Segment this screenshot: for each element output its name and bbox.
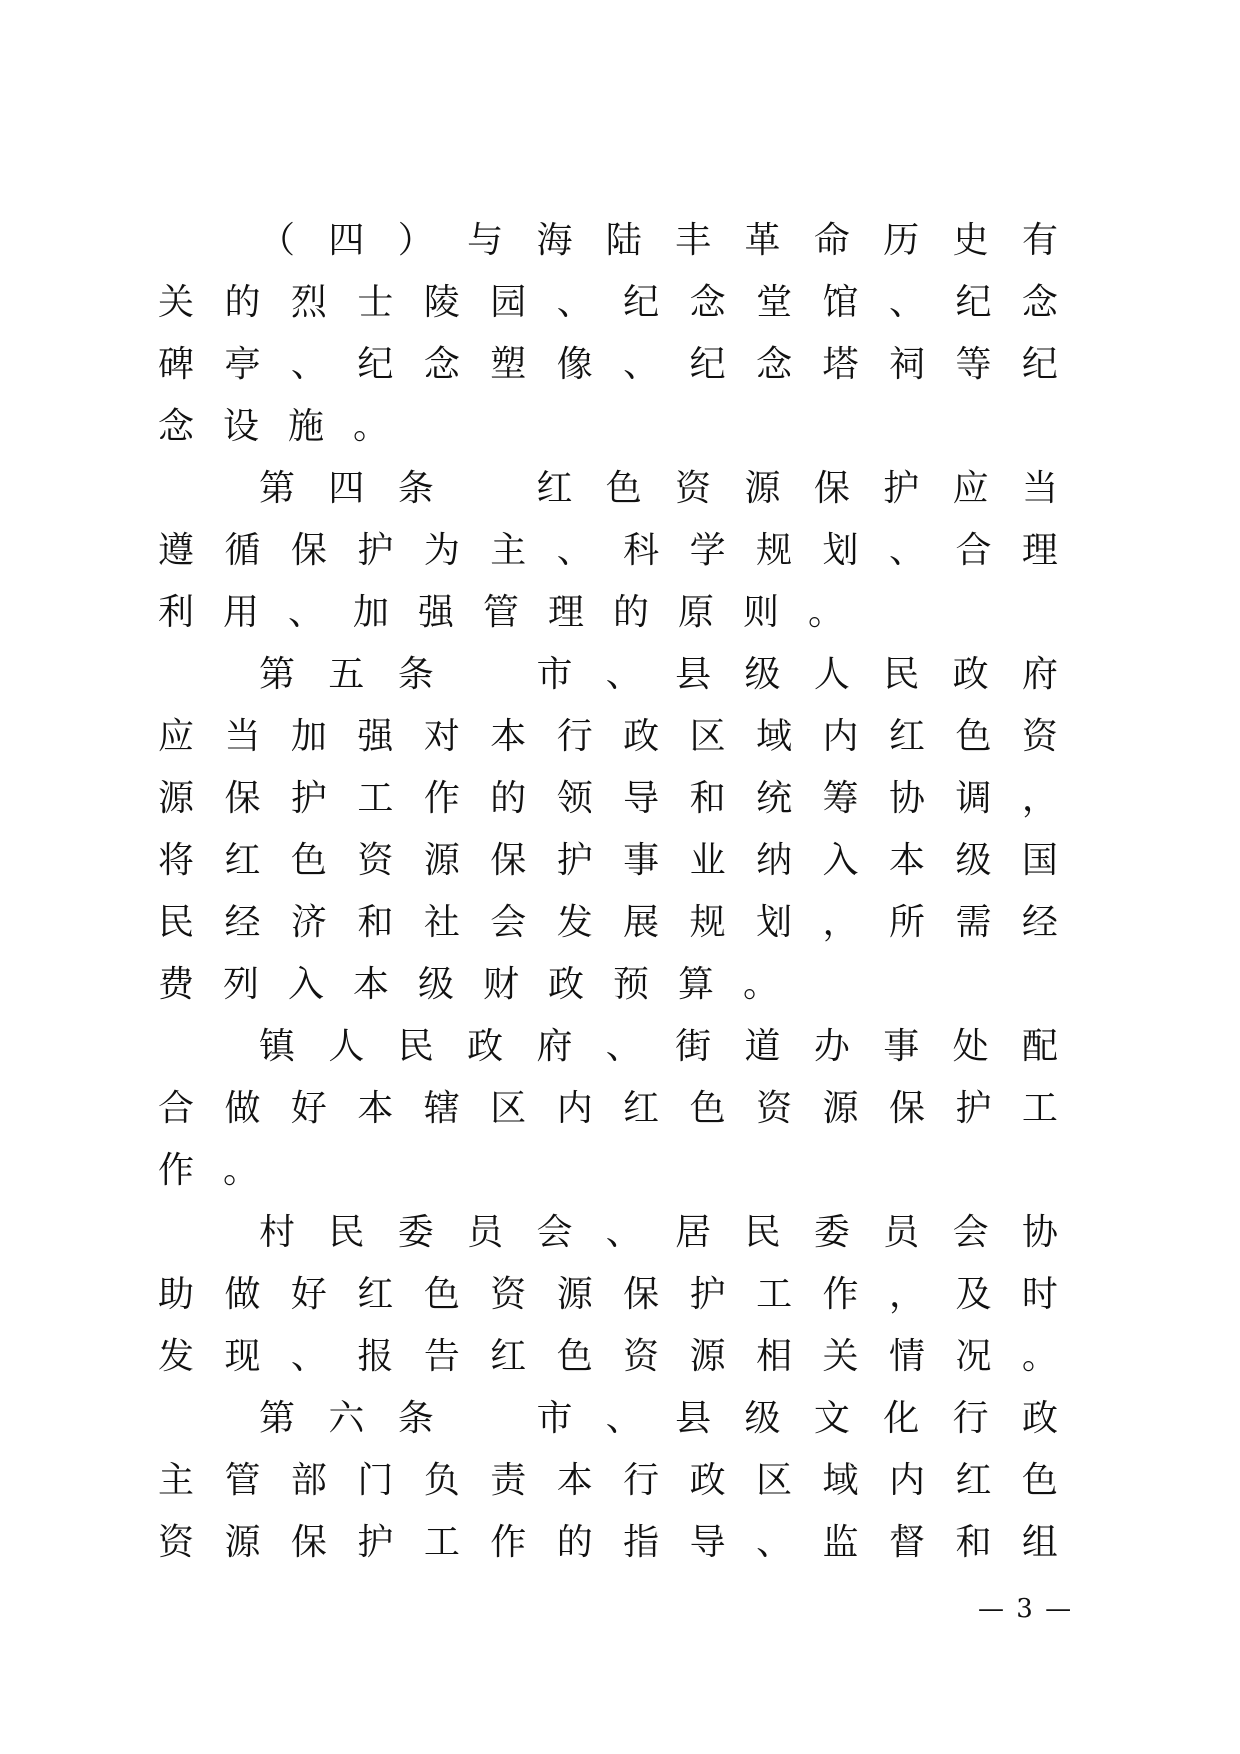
text-line: 应 当 加 强 对 本 行 政 区 域 内 红 色 资 <box>158 716 1058 757</box>
text-line: 源 保 护 工 作 的 领 导 和 统 筹 协 调 ， <box>158 778 1058 819</box>
text-line: 镇 人 民 政 府 、 街 道 办 事 处 配 <box>259 1026 1058 1067</box>
text-line: 作 。 <box>158 1150 260 1191</box>
text-line: 费 列 入 本 级 财 政 预 算 。 <box>158 964 780 1005</box>
text-line: 念 设 施 。 <box>158 406 390 447</box>
text-line: （ 四 ） 与 海 陆 丰 革 命 历 史 有 <box>259 220 1058 261</box>
text-line: 发 现 、 报 告 红 色 资 源 相 关 情 况 。 <box>158 1336 1058 1377</box>
text-line: 第 六 条 市 、 县 级 文 化 行 政 <box>259 1398 1058 1439</box>
text-line: 关 的 烈 士 陵 园 、 纪 念 堂 馆 、 纪 念 <box>158 282 1058 323</box>
page-number: — 3 — <box>978 1594 1074 1624</box>
text-line: 将 红 色 资 源 保 护 事 业 纳 入 本 级 国 <box>158 840 1058 881</box>
text-line: 第 四 条 红 色 资 源 保 护 应 当 <box>259 468 1058 509</box>
text-line: 主 管 部 门 负 责 本 行 政 区 域 内 红 色 <box>158 1460 1058 1501</box>
text-line: 遵 循 保 护 为 主 、 科 学 规 划 、 合 理 <box>158 530 1058 571</box>
text-line: 合 做 好 本 辖 区 内 红 色 资 源 保 护 工 <box>158 1088 1058 1129</box>
text-line: 资 源 保 护 工 作 的 指 导 、 监 督 和 组 <box>158 1522 1058 1563</box>
text-line: 民 经 济 和 社 会 发 展 规 划 ， 所 需 经 <box>158 902 1058 943</box>
body-text <box>158 210 1058 1574</box>
text-line: 碑 亭 、 纪 念 塑 像 、 纪 念 塔 祠 等 纪 <box>158 344 1058 385</box>
text-line: 村 民 委 员 会 、 居 民 委 员 会 协 <box>259 1212 1058 1253</box>
text-line: 利 用 、 加 强 管 理 的 原 则 。 <box>158 592 845 633</box>
text-line: 第 五 条 市 、 县 级 人 民 政 府 <box>259 654 1058 695</box>
text-line: 助 做 好 红 色 资 源 保 护 工 作 ， 及 时 <box>158 1274 1058 1315</box>
